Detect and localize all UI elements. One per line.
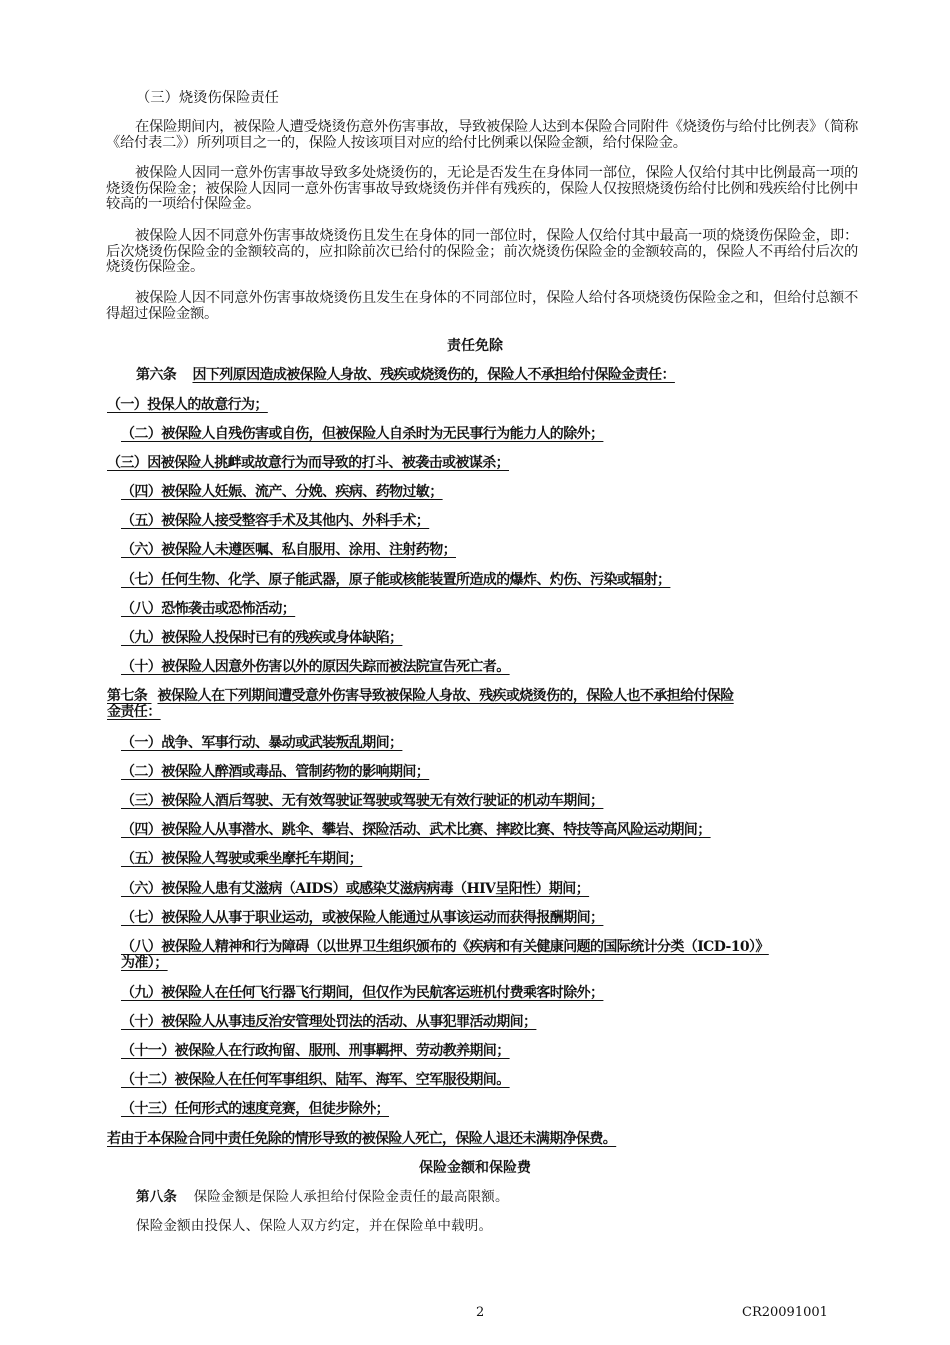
article-6-label: 第六条	[136, 367, 177, 383]
exclusions-closing: 若由于本保险合同中责任免除的情形导致的被保险人死亡，保险人退还未满期净保费。	[107, 1131, 617, 1147]
article-7-line-2: 金责任：	[107, 704, 161, 720]
exclusions-title: 责任免除	[447, 338, 503, 354]
art7-item-12: （十二）被保险人在任何军事组织、陆军、海军、空军服役期间。	[121, 1072, 510, 1088]
article-8-label: 第八条	[136, 1189, 178, 1205]
art7-item-10: （十）被保险人从事违反治安管理处罚法的活动、从事犯罪活动期间；	[121, 1014, 537, 1030]
art6-item-5: （五）被保险人接受整容手术及其他内、外科手术；	[121, 513, 430, 529]
art7-item-9: （九）被保险人在任何飞行器飞行期间，但仅作为民航客运班机付费乘客时除外；	[121, 985, 604, 1001]
page-number: 2	[476, 1305, 485, 1320]
art7-item-11: （十一）被保险人在行政拘留、服刑、刑事羁押、劳动教养期间；	[121, 1043, 510, 1059]
art6-item-2: （二）被保险人自残伤害或自伤，但被保险人自杀时为无民事行为能力人的除外；	[121, 426, 604, 442]
document-code: CR20091001	[742, 1305, 828, 1320]
art6-item-6: （六）被保险人未遵医嘱、私自服用、涂用、注射药物；	[121, 542, 456, 558]
art7-item-3: （三）被保险人酒后驾驶、无有效驾驶证驾驶或驾驶无有效行驶证的机动车期间；	[121, 793, 604, 809]
art7-item-4: （四）被保险人从事潜水、跳伞、攀岩、探险活动、武术比赛、摔跤比赛、特技等高风险运动期间；	[121, 822, 711, 838]
amount-line-2: 保险金额由投保人、保险人双方约定，并在保险单中载明。	[136, 1218, 493, 1234]
paragraph-1: 在保险期间内，被保险人遭受烧烫伤意外伤害事故，导致被保险人达到本保险合同附件《烧烫伤与给付比例表》（简称《给付表二》）所列项目之一的，保险人按该项目对应的给付比例乘以保险金额，给付保险金。	[106, 119, 858, 151]
art7-item-8-line-2: 为准）；	[121, 955, 168, 971]
article-7-text: 被保险人在下列期间遭受意外伤害导致被保险人身故、残疾或烧烫伤的，保险人也不承担给付保险	[157, 688, 734, 704]
article-7-label: 第七条	[107, 688, 148, 704]
art7-item-1: （一）战争、军事行动、暴动或武装叛乱期间；	[121, 735, 403, 751]
paragraph-4: 被保险人因不同意外伤害事故烧烫伤且发生在身体的不同部位时，保险人给付各项烧烫伤保险金之和，但给付总额不得超过保险金额。	[106, 290, 858, 322]
article-8	[136, 1189, 509, 1205]
art6-item-1: （一）投保人的故意行为；	[107, 397, 268, 413]
art6-item-4: （四）被保险人妊娠、流产、分娩、疾病、药物过敏；	[121, 484, 443, 500]
art7-item-6: （六）被保险人患有艾滋病（AIDS）或感染艾滋病病毒（HIV呈阳性）期间；	[121, 881, 590, 897]
art6-item-3: （三）因被保险人挑衅或故意行为而导致的打斗、被袭击或被谋杀；	[107, 455, 509, 471]
article-7-line-1	[107, 688, 734, 704]
amount-title: 保险金额和保险费	[419, 1160, 531, 1176]
art7-item-2: （二）被保险人醉酒或毒品、管制药物的影响期间；	[121, 764, 430, 780]
section-heading-burn: （三）烧烫伤保险责任	[136, 90, 279, 106]
art7-item-7: （七）被保险人从事于职业运动，或被保险人能通过从事该运动而获得报酬期间；	[121, 910, 604, 926]
article-6	[136, 367, 675, 383]
art7-item-5: （五）被保险人驾驶或乘坐摩托车期间；	[121, 851, 363, 867]
art6-item-10: （十）被保险人因意外伤害以外的原因失踪而被法院宣告死亡者。	[121, 659, 510, 675]
paragraph-2: 被保险人因同一意外伤害事故导致多处烧烫伤的，无论是否发生在身体同一部位，保险人仅给付其中比例最高一项的烧烫伤保险金；被保险人因同一意外伤害事故导致烧烫伤并伴有残疾的，保险人仅按照烧烫伤给付比例和残疾给付比例中较高的一项给付保险金。	[106, 165, 858, 212]
art6-item-8: （八）恐怖袭击或恐怖活动；	[121, 601, 296, 617]
article-6-text: 因下列原因造成被保险人身故、残疾或烧烫伤的，保险人不承担给付保险金责任：	[192, 367, 675, 383]
art6-item-7: （七）任何生物、化学、原子能武器，原子能或核能装置所造成的爆炸、灼伤、污染或辐射；	[121, 572, 671, 588]
article-8-text: 保险金额是保险人承担给付保险金责任的最高限额。	[193, 1189, 509, 1205]
art7-item-8-line-1: （八）被保险人精神和行为障碍（以世界卫生组织颁布的《疾病和有关健康问题的国际统计分类（ICD-10）》	[121, 939, 769, 955]
art7-item-13: （十三）任何形式的速度竞赛，但徒步除外；	[121, 1101, 389, 1117]
art6-item-9: （九）被保险人投保时已有的残疾或身体缺陷；	[121, 630, 403, 646]
paragraph-3: 被保险人因不同意外伤害事故烧烫伤且发生在身体的同一部位时，保险人仅给付其中最高一项的烧烫伤保险金，即：后次烧烫伤保险金的金额较高的，应扣除前次已给付的保险金；前次烧烫伤保险金的金额较高的，保险人不再给付后次的烧烫伤保险金。	[106, 228, 858, 275]
